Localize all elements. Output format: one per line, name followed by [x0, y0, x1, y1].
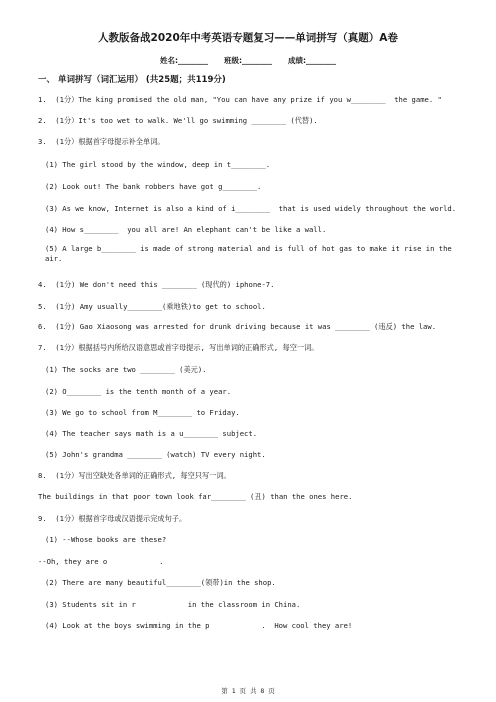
question-line: (2) Look out! The bank robbers have got g________.: [45, 182, 262, 191]
question-line: (5) John's grandma ________ (watch) TV every night.: [45, 450, 266, 459]
page-title: 人教版备战2020年中考英语专题复习——单词拼写（真题）A卷: [98, 32, 398, 44]
question-line: (5) A large b________ is made of strong material and is full of hot gas to make it rise in the air.: [45, 244, 452, 263]
question-line: (1) --Whose books are these?: [45, 535, 167, 544]
question-line: (3) Students sit in r in the classroom in China.: [45, 600, 301, 609]
question-line: 7. (1分）根据括号内所给汉语意思或首字母提示, 写出单词的正确形式, 每空一词。: [38, 343, 319, 352]
question-line: 6. (1分) Gao Xiaosong was arrested for drunk driving because it was ________ (违反) the law.: [38, 322, 437, 331]
section-heading: 一、 单词拼写（词汇运用） (共25题；共119分): [38, 75, 226, 85]
question-line: (4) How s________ you all are! An elephant can't be like a wall.: [45, 225, 327, 234]
question-line: 2. (1分）It's too wet to walk. We'll go swimming ________ (代替).: [38, 116, 318, 125]
page-number: 第 1 页 共 8 页: [221, 687, 275, 695]
question-line: 1. (1分）The king promised the old man, "You can have any prize if you w________ the game. ": [38, 95, 442, 104]
question-line: The buildings in that poor town look far________ (丑) than the ones here.: [38, 492, 353, 501]
question-line: 4. (1分) We don't need this ________ (现代的) iphone-7.: [38, 280, 275, 289]
question-line: (3) We go to school from M________ to Friday.: [45, 408, 240, 417]
question-line: (4) The teacher says math is a u________ subject.: [45, 429, 258, 438]
score-field: 成绩:________: [288, 56, 336, 65]
question-line: (3) As we know, Internet is also a kind of i________ that is used widely throughout the world.: [45, 204, 457, 213]
question-line: (2) There are many beautiful________(领带)in the shop.: [45, 578, 276, 587]
question-line: (1) The girl stood by the window, deep in t________.: [45, 160, 271, 169]
question-line: 3. (1分）根据首字母提示补全单词。: [38, 137, 165, 146]
student-info-fields: [0, 55, 496, 66]
name-field: 姓名:________: [160, 56, 208, 65]
question-line: 8. (1分）写出空缺处各单词的正确形式, 每空只写一词。: [38, 471, 231, 480]
question-line: 5. (1分) Amy usually________(乘地铁)to get to school.: [38, 302, 266, 311]
question-line: (2) O________ is the tenth month of a year.: [45, 387, 232, 396]
class-field: 班级:________: [224, 56, 272, 65]
question-line: 9. (1分）根据首字母或汉语提示完成句子。: [38, 514, 187, 523]
question-line: (1) The socks are two ________ (美元).: [45, 365, 207, 374]
question-line: --Oh, they are o .: [38, 557, 164, 566]
question-line: (4) Look at the boys swimming in the p . How cool they are!: [45, 621, 353, 630]
